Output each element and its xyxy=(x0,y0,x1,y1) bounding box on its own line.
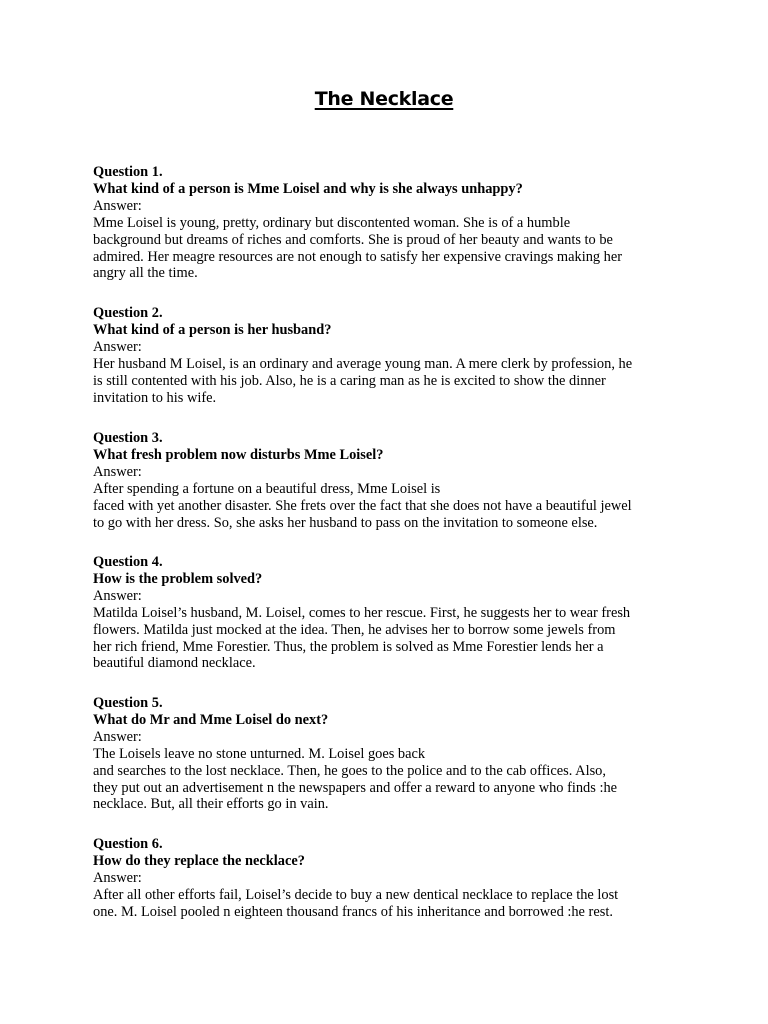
question-block-3 xyxy=(93,430,683,531)
answer-label: Answer: xyxy=(93,869,142,886)
question-text: What do Mr and Mme Loisel do next? xyxy=(93,711,329,728)
answer-line: faced with yet another disaster. She frets over the fact that she does not have a beautiful jewel xyxy=(93,497,632,514)
answer-label: Answer: xyxy=(93,197,142,214)
answer-label: Answer: xyxy=(93,728,142,745)
question-number: Question 4. xyxy=(93,554,163,570)
question-text: How is the problem solved? xyxy=(93,570,263,587)
answer-line: her rich friend, Mme Forestier. Thus, the problem is solved as Mme Forestier lends her a xyxy=(93,638,604,655)
answer-line: flowers. Matilda just mocked at the idea. Then, he advises her to borrow some jewels from xyxy=(93,621,616,638)
question-number: Question 5. xyxy=(93,695,163,711)
question-text: How do they replace the necklace? xyxy=(93,852,305,869)
question-block-1 xyxy=(93,164,683,282)
answer-line: angry all the time. xyxy=(93,265,198,282)
answer-line: After spending a fortune on a beautiful dress, Mme Loisel is xyxy=(93,480,441,497)
answer-label: Answer: xyxy=(93,463,142,480)
question-block-5 xyxy=(93,695,683,813)
answer-line: invitation to his wife. xyxy=(93,389,217,406)
answer-line: they put out an advertisement n the newspapers and offer a reward to anyone who finds :he xyxy=(93,779,618,796)
question-text: What kind of a person is her husband? xyxy=(93,321,332,338)
question-number: Question 1. xyxy=(93,164,163,180)
answer-line: Her husband M Loisel, is an ordinary and average young man. A mere clerk by profession, he xyxy=(93,355,633,372)
question-number: Question 3. xyxy=(93,430,163,446)
question-number: Question 6. xyxy=(93,836,163,852)
answer-line: and searches to the lost necklace. Then, he goes to the police and to the cab offices. Also, xyxy=(93,762,606,779)
answer-label: Answer: xyxy=(93,338,142,355)
answer-label: Answer: xyxy=(93,587,142,604)
answer-line: Matilda Loisel’s husband, M. Loisel, comes to her rescue. First, he suggests her to wear fresh xyxy=(93,604,631,621)
answer-line: Mme Loisel is young, pretty, ordinary but discontented woman. She is of a humble xyxy=(93,214,571,231)
document-title-container xyxy=(0,88,768,110)
document-title: The Necklace xyxy=(314,88,454,110)
answer-line: After all other efforts fail, Loisel’s decide to buy a new dentical necklace to replace the lost xyxy=(93,886,619,903)
answer-line: is still contented with his job. Also, he is a caring man as he is excited to show the dinner xyxy=(93,372,606,389)
answer-line: to go with her dress. So, she asks her husband to pass on the invitation to someone else. xyxy=(93,514,598,531)
answer-line: admired. Her meagre resources are not enough to satisfy her expensive cravings making her xyxy=(93,248,623,265)
question-number: Question 2. xyxy=(93,305,163,321)
question-text: What kind of a person is Mme Loisel and why is she always unhappy? xyxy=(93,180,523,197)
question-block-6 xyxy=(93,836,683,921)
question-block-4 xyxy=(93,554,683,672)
answer-line: background but dreams of riches and comforts. She is proud of her beauty and wants to be xyxy=(93,231,613,248)
answer-line: necklace. But, all their efforts go in vain. xyxy=(93,796,329,813)
answer-line: The Loisels leave no stone unturned. M. Loisel goes back xyxy=(93,745,426,762)
answer-line: beautiful diamond necklace. xyxy=(93,655,256,672)
question-block-2 xyxy=(93,305,683,406)
answer-line: one. M. Loisel pooled n eighteen thousand francs of his inheritance and borrowed :he rest. xyxy=(93,903,613,920)
question-text: What fresh problem now disturbs Mme Loisel? xyxy=(93,446,384,463)
